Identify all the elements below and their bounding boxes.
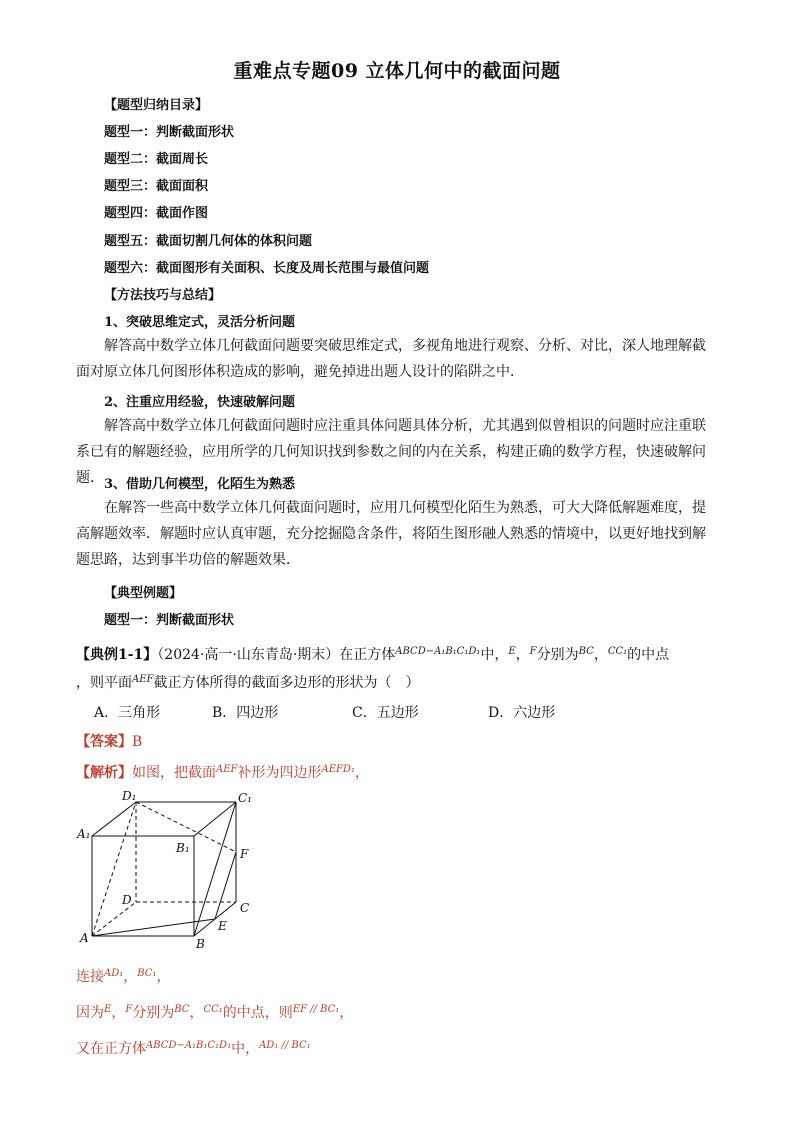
label-d: D <box>122 893 132 907</box>
method-1-body: 解答高中数学立体几何截面问题要突破思维定式，多视角地进行观察、分析、对比，深人地理解截面对原立体几何图形体积造成的影响，避免掉进出题人设计的陷阱之中． <box>76 338 706 380</box>
cube-figure <box>76 790 266 952</box>
edge-ef <box>215 852 236 919</box>
math-cube: ABCD−A₁B₁C₁D₁ <box>395 646 481 657</box>
example-question-line-2: ，则平面$^{AEF}$截正方体所得的截面多边形的形状为（ ） <box>76 674 420 691</box>
edge-bc1 <box>194 802 236 936</box>
option-d: D．六边形 <box>488 705 556 721</box>
method-1-title: 1、突破思维定式，灵活分析问题 <box>104 315 296 330</box>
label-c1: C₁ <box>238 791 252 805</box>
toc-item-5: 题型五：截面切割几何体的体积问题 <box>104 234 313 249</box>
label-a1: A₁ <box>77 827 91 841</box>
method-3-title: 3、借助几何模型，化陌生为熟悉 <box>104 477 296 492</box>
edge-ad1-hidden <box>92 802 136 936</box>
answer-label: 【答案】 <box>76 734 132 750</box>
option-a: A．三角形 <box>94 705 161 721</box>
toc-item-3: 题型三：截面面积 <box>104 179 209 194</box>
example-question-line-1: 【典例1-1】（2024·高一·山东青岛·期末）在正方体$^{ABCD-A_1B_1C_1D_1}$中，$^E$，$^F$分别为$^{BC}$，$^{CC_1}$的中点 <box>76 646 670 663</box>
label-d1: D₁ <box>122 790 137 803</box>
option-b: B．四边形 <box>212 705 279 721</box>
toc-item-4: 题型四：截面作图 <box>104 206 209 221</box>
type-1-title: 题型一：判断截面形状 <box>104 613 235 628</box>
page-title: 重难点专题09 立体几何中的截面问题 <box>233 60 561 82</box>
method-2-title: 2、注重应用经验，快速破解问题 <box>104 395 296 410</box>
example-label: 【典例1-1】 <box>76 647 158 663</box>
answer-value: B <box>132 734 143 750</box>
toc-item-2: 题型二：截面周长 <box>104 152 209 167</box>
edge-a1d1 <box>92 802 136 836</box>
edge-b1c1 <box>194 802 236 836</box>
analysis-connect-line: 连接$^{AD_1}$，$^{BC_1}$， <box>76 968 171 985</box>
analysis-line: 【解析】如图，把截面$^{AEF}$补形为四边形$^{AEFD_1}$， <box>76 764 369 781</box>
analysis-because-line: 因为$^E$，$^F$分别为$^{BC}$，$^{CC_1}$的中点，则$^{EF // BC_1}$， <box>76 1004 354 1021</box>
label-b1: B₁ <box>176 841 190 855</box>
label-b: B <box>196 937 205 951</box>
methods-heading: 【方法技巧与总结】 <box>104 288 222 303</box>
toc-item-1: 题型一：判断截面形状 <box>104 125 235 140</box>
answer-line <box>76 731 142 751</box>
label-c: C <box>240 901 250 915</box>
method-2-body: 解答高中数学立体几何截面问题时应注重具体问题具体分析，尤其遇到似曾相识的问题时应注重联系已有的解题经验，应用所学的几何知识找到参数之间的内在关系，构建正确的数学方程，快速破解问题． <box>76 418 706 486</box>
examples-heading: 【典型例题】 <box>104 586 183 601</box>
toc-item-6: 题型六：截面图形有关面积、长度及周长范围与最值问题 <box>104 261 430 276</box>
label-a: A <box>80 931 89 945</box>
option-c: C．五边形 <box>352 705 419 721</box>
label-e: E <box>218 919 227 933</box>
example-source: （2024·高一·山东青岛·期末） <box>157 647 340 663</box>
label-f: F <box>240 847 249 861</box>
method-3-body: 在解答一些高中数学立体几何截面问题时，应用几何模型化陌生为熟悉，可大大降低解题难度，提高解题效率．解题时应认真审题，充分挖掘隐含条件，将陌生图形融人熟悉的情境中，以更好地找到解题思路，达到事半功倍的解题效果． <box>76 500 706 568</box>
analysis-cube-line: 又在正方体$^{ABCD-A_1B_1C_1D_1}$中，$^{AD_1 // BC_1}$ <box>76 1040 311 1057</box>
analysis-label: 【解析】 <box>76 765 132 781</box>
toc-heading: 【题型归纳目录】 <box>104 98 209 113</box>
